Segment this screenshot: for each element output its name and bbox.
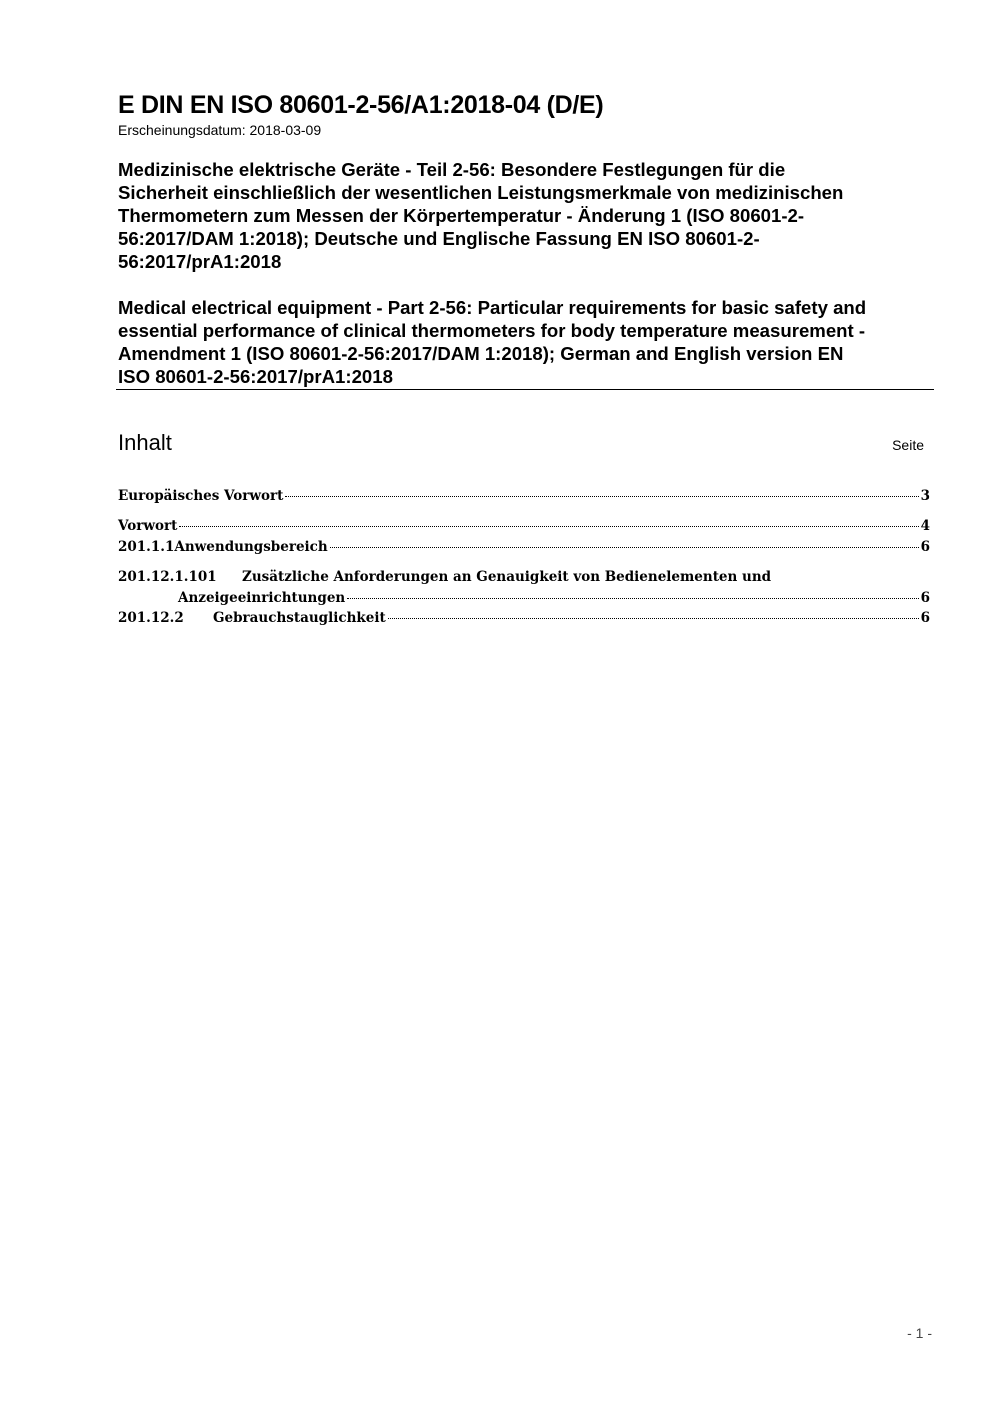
toc-entry-page: 6 (920, 539, 930, 555)
toc-entry-text: Vorwort (118, 518, 178, 534)
toc-entry-number: 201.1.1 (118, 539, 175, 555)
toc-entry-text: Zusätzliche Anforderungen an Genauigkeit von Bedienelementen und (242, 569, 772, 585)
title-english-line: essential performance of clinical thermometers for body temperature measurement - (118, 320, 866, 341)
toc-entry-anwendungsbereich[interactable] (118, 537, 930, 557)
toc-entry-text: Anwendungsbereich (174, 539, 328, 555)
toc-entry-page: 6 (920, 610, 930, 626)
title-german (118, 158, 948, 273)
toc-leader-dots (179, 526, 918, 527)
toc-leader-dots (347, 598, 918, 599)
toc-entry-text-continued: Anzeigeeinrichtungen (178, 590, 346, 606)
toc-heading: Inhalt (118, 430, 172, 455)
toc-entry-number: 201.12.1.101 (118, 569, 217, 585)
document-id: E DIN EN ISO 80601-2-56/A1:2018-04 (D/E) (118, 91, 604, 119)
title-german-line: Sicherheit einschließlich der wesentlichen Leistungsmerkmale von medizinischen (118, 182, 844, 203)
toc-entry-page: 4 (920, 518, 930, 534)
toc-entry-zusaetzliche-anforderungen[interactable] (118, 567, 771, 587)
title-german-line: 56:2017/prA1:2018 (118, 251, 282, 272)
toc-entry-gebrauchstauglichkeit[interactable] (118, 608, 930, 628)
publication-date: Erscheinungsdatum: 2018-03-09 (118, 122, 322, 138)
page-number: - 1 - (907, 1325, 932, 1341)
title-german-line: 56:2017/DAM 1:2018); Deutsche und Englische Fassung EN ISO 80601-2- (118, 228, 760, 249)
toc-leader-dots (388, 618, 919, 619)
header-divider (116, 389, 934, 390)
toc-entry-europaeisches-vorwort[interactable] (118, 486, 930, 506)
toc-entry-number: 201.12.2 (118, 610, 184, 626)
toc-entry-text: Gebrauchstauglichkeit (213, 610, 386, 626)
toc-entry-zusaetzliche-anforderungen-cont[interactable] (178, 588, 930, 608)
title-english-line: Amendment 1 (ISO 80601-2-56:2017/DAM 1:2018); German and English version EN (118, 343, 844, 364)
toc-entry-vorwort[interactable] (118, 516, 930, 536)
title-german-line: Thermometern zum Messen der Körpertemperatur - Änderung 1 (ISO 80601-2- (118, 205, 805, 226)
toc-leader-dots (285, 496, 918, 497)
toc-entry-page: 6 (920, 590, 930, 606)
title-german-line: Medizinische elektrische Geräte - Teil 2-56: Besondere Festlegungen für die (118, 159, 786, 180)
toc-leader-dots (330, 547, 919, 548)
title-english-line: ISO 80601-2-56:2017/prA1:2018 (118, 366, 393, 387)
title-english-line: Medical electrical equipment - Part 2-56: Particular requirements for basic safety and (118, 297, 867, 318)
toc-entry-text: Europäisches Vorwort (118, 488, 284, 504)
title-english (118, 296, 948, 388)
toc-entry-page: 3 (920, 488, 930, 504)
toc-page-label: Seite (892, 437, 924, 453)
